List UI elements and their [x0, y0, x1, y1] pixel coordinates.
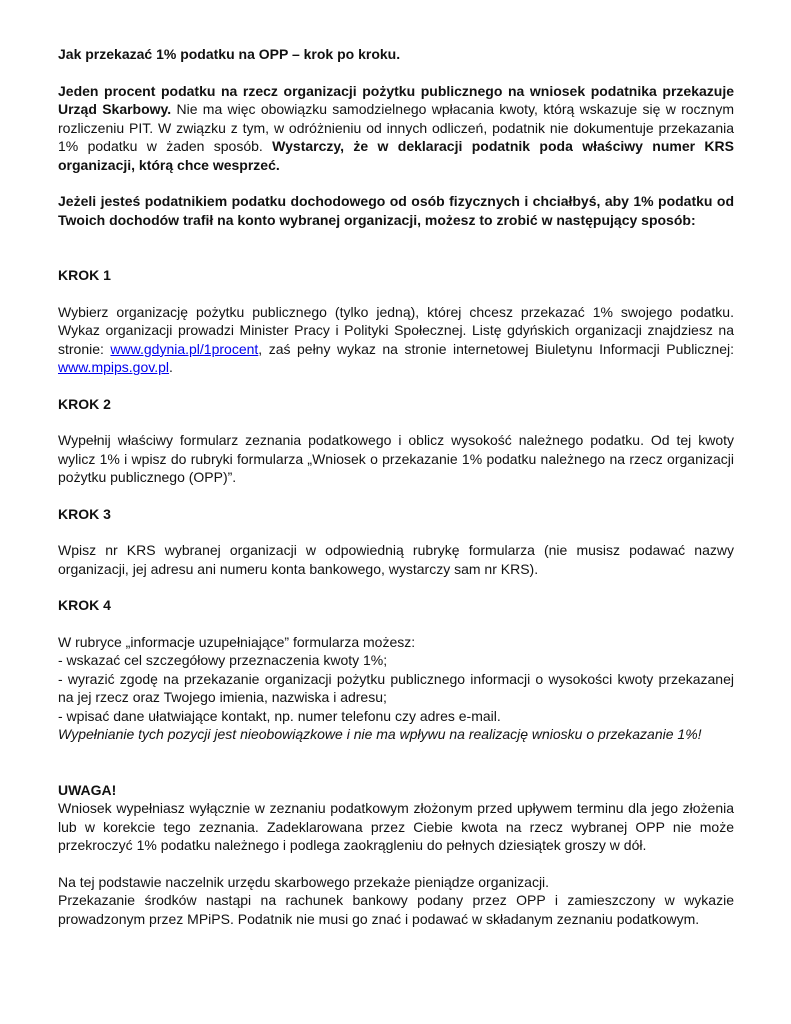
- step2-title: KROK 2: [58, 395, 111, 412]
- intro-bold-lead: Jeden procent podatku na rzecz organizacji pożytku publicznego na wniosek podatnika przekazuje Urząd Skarbowy.: [58, 82, 734, 117]
- step3-paragraph: Wpisz nr KRS wybranej organizacji w odpowiednią rubrykę formularza (nie musisz podawać nazwy organizacji, jej adresu ani numeru konta bankowego, wystarczy sam nr KRS).: [58, 542, 734, 577]
- warning-paragraph: Wniosek wypełniasz wyłącznie w zeznaniu podatkowym złożonym przed upływem terminu dla jego złożenia lub w korekcie tego zeznania. Zadeklarowana przez Ciebie kwota na rzecz wybranej OPP nie może przekroczyć 1% podatku należnego i podlega zaokrągleniu do pełnych dziesiątek groszy w dół.: [58, 800, 734, 853]
- step4-line: - wskazać cel szczegółowy przeznaczenia kwoty 1%;: [58, 652, 388, 668]
- document-page: [58, 45, 734, 928]
- step1-title: KROK 1: [58, 267, 111, 283]
- document-title: Jak przekazać 1% podatku na OPP – krok po kroku.: [58, 46, 401, 62]
- step1-text-a: Wybierz organizację pożytku publicznego (tylko jedną), której chcesz przekazać 1% swojego podatku. Wykaz organizacji prowadzi Minister Pracy i Polityki Społecznej. Listę gdyńskich organizacji znajdziesz na stronie:: [58, 303, 734, 357]
- intro-paragraph: [58, 82, 734, 175]
- closing-line-2: Przekazanie środków nastąpi na rachunek bankowy podany przez OPP i zamieszczony w wykazie prowadzonym przez MPiPS. Podatnik nie musi go znać i podawać w składanym zeznaniu podatkowym.: [58, 892, 734, 927]
- intro-text: Nie ma więc obowiązku samodzielnego wpłacania kwoty, którą wskazuje się w rocznym rozliczeniu PIT. W związku z tym, w odróżnieniu od innych odliczeń, podatnik nie dokumentuje przekazania 1% podatku w żaden sposób.: [58, 101, 734, 154]
- step1-text-b: , zaś pełny wykaz na stronie internetowej Biuletynu Informacji Publicznej:: [258, 340, 734, 357]
- intro-bold-krs: Wystarczy, że w deklaracji podatnik poda właściwy numer KRS organizacji, którą chce wesprzeć.: [58, 138, 734, 173]
- step1-paragraph: [58, 303, 734, 377]
- warning-title: UWAGA!: [58, 781, 117, 798]
- step3-title: KROK 3: [58, 505, 111, 522]
- closing-line-1: Na tej podstawie naczelnik urzędu skarbowego przekaże pieniądze organizacji.: [58, 873, 550, 890]
- mpips-link[interactable]: www.mpips.gov.pl: [58, 359, 170, 375]
- step4-line: - wpisać dane ułatwiające kontakt, np. numer telefonu czy adres e-mail.: [58, 707, 501, 724]
- step4-title: KROK 4: [58, 597, 111, 613]
- gdynia-link[interactable]: www.gdynia.pl/1procent: [110, 340, 259, 357]
- step2-paragraph: Wypełnij właściwy formularz zeznania podatkowego i oblicz wysokość należnego podatku. Od tej kwoty wylicz 1% i wpisz do rubryki formularza „Wniosek o przekazanie 1% podatku należnego na rzecz organizacji pożytku publicznego (OPP)”.: [58, 432, 734, 485]
- step4-line: - wyrazić zgodę na przekazanie organizacji pożytku publicznego informacji o wysokości kwoty przekazanej na jej rzecz oraz Twojego imienia, nazwiska i adresu;: [58, 670, 734, 705]
- step4-italic-note: Wypełnianie tych pozycji jest nieobowiązkowe i nie ma wpływu na realizację wniosku o przekazanie 1%!: [58, 726, 702, 742]
- lead-paragraph: Jeżeli jesteś podatnikiem podatku dochodowego od osób fizycznych i chciałbyś, aby 1% podatku od Twoich dochodów trafił na konto wybranej organizacji, możesz to zrobić w następujący sposób:: [58, 193, 734, 228]
- step1-text-c: .: [169, 359, 173, 375]
- step4-line: W rubryce „informacje uzupełniające” formularza możesz:: [58, 633, 416, 650]
